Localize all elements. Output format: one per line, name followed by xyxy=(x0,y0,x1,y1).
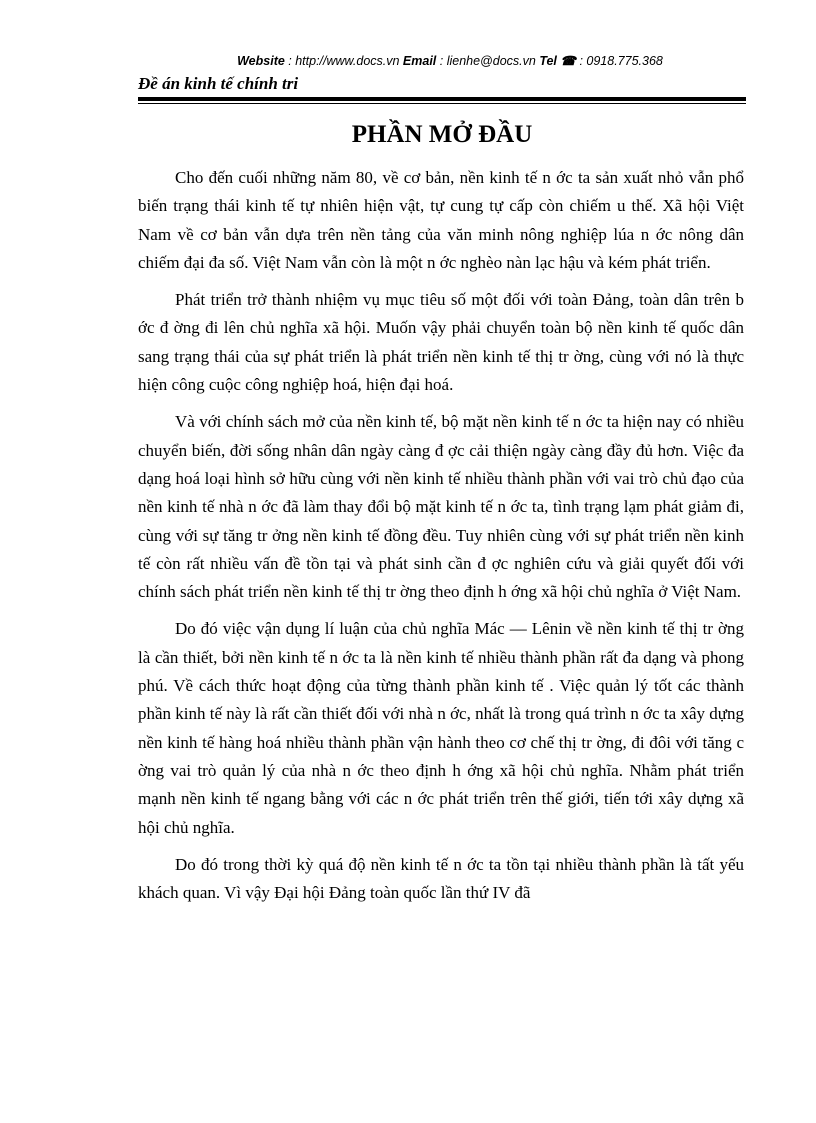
site-header xyxy=(150,51,750,71)
website-url[interactable]: : http://www.docs.vn xyxy=(284,54,403,68)
tel-label: Tel xyxy=(539,54,557,68)
email-address[interactable]: : lienhe@docs.vn xyxy=(436,54,540,68)
tel-number: : 0918.775.368 xyxy=(575,54,663,68)
document-title: Đề án kinh tế chính tri xyxy=(138,74,299,93)
header-rule-thin xyxy=(138,103,746,104)
paragraph: Do đó việc vận dụng lí luận của chủ nghĩa Mác — Lênin về nền kinh tế thị tr ờng là cần thiết, bởi nền kinh tế n ớc ta là nền kinh tế nhiều thành phần rất đa dạng và phong phú. Về cách thức hoạt động của từng thành phần kinh tế . Việc quản lý tốt các thành phần kinh tế này là rất cần thiết đối với nhà n ớc, nhất là trong quá trình n ớc ta xây dựng nền kinh tế hàng hoá nhiều thành phần vận hành theo cơ chế thị tr ờng, đi đôi với tăng c ờng vai trò quản lý của nhà n ớc theo định h ớng xã hội chủ nghĩa. Nhằm phát triển mạnh nền kinh tế ngang bằng với các n ớc phát triển trên thế giới, tiến tới xây dựng xã hội chủ nghĩa. xyxy=(138,619,744,837)
header-rule-thick xyxy=(138,97,746,101)
paragraph: Và với chính sách mở của nền kinh tế, bộ mặt nền kinh tế n ớc ta hiện nay có nhiều chuyển biến, đời sống nhân dân ngày càng đ ợc cải thiện ngày càng đầy đủ hơn. Việc đa dạng hoá loại hình sở hữu cùng với nền kinh tế nhiều thành phần với vai trò chủ đạo của nền kinh tế nhà n ớc đã làm thay đổi bộ mặt kinh tế n ớc ta, tình trạng lạm phát giảm đi, cùng với sự tăng tr ởng nền kinh tế đồng đều. Tuy nhiên cùng với sự phát triển nền kinh tế còn rất nhiều vấn đề tồn tại và phát sinh cần đ ợc nghiên cứu và giải quyết đối với chính sách phát triển nền kinh tế thị tr ờng theo định h ớng xã hội chủ nghĩa ở Việt Nam. xyxy=(138,412,744,602)
section-heading: PHẦN MỞ ĐẦU xyxy=(351,121,533,148)
website-label: Website xyxy=(237,54,285,68)
body-text xyxy=(138,164,744,916)
phone-icon: ☎ xyxy=(560,54,576,68)
paragraph: Cho đến cuối những năm 80, về cơ bản, nền kinh tế n ớc ta sản xuất nhỏ vẫn phổ biến trạng thái kinh tế tự nhiên hiện vật, tự cung tự cấp còn chiếm u thế. Xã hội Việt Nam về cơ bản vẫn dựa trên nền tảng của văn minh nông nghiệp lúa n ớc nông dân chiếm đại đa số. Việt Nam vẫn còn là một n ớc nghèo nàn lạc hậu và kém phát triển. xyxy=(138,168,744,272)
paragraph: Do đó trong thời kỳ quá độ nền kinh tế n ớc ta tồn tại nhiều thành phần là tất yếu khách quan. Vì vậy Đại hội Đảng toàn quốc lần thứ IV đã xyxy=(138,854,744,903)
email-label: Email xyxy=(402,54,437,68)
paragraph: Phát triển trở thành nhiệm vụ mục tiêu số một đối với toàn Đảng, toàn dân trên b ớc đ ờng đi lên chủ nghĩa xã hội. Muốn vậy phải chuyển toàn bộ nền kinh tế quốc dân sang trạng thái của sự phát triển là phát triển nền kinh tế thị tr ờng, cùng với nó là thực hiện công cuộc công nghiệp hoá, hiện đại hoá. xyxy=(138,290,744,395)
